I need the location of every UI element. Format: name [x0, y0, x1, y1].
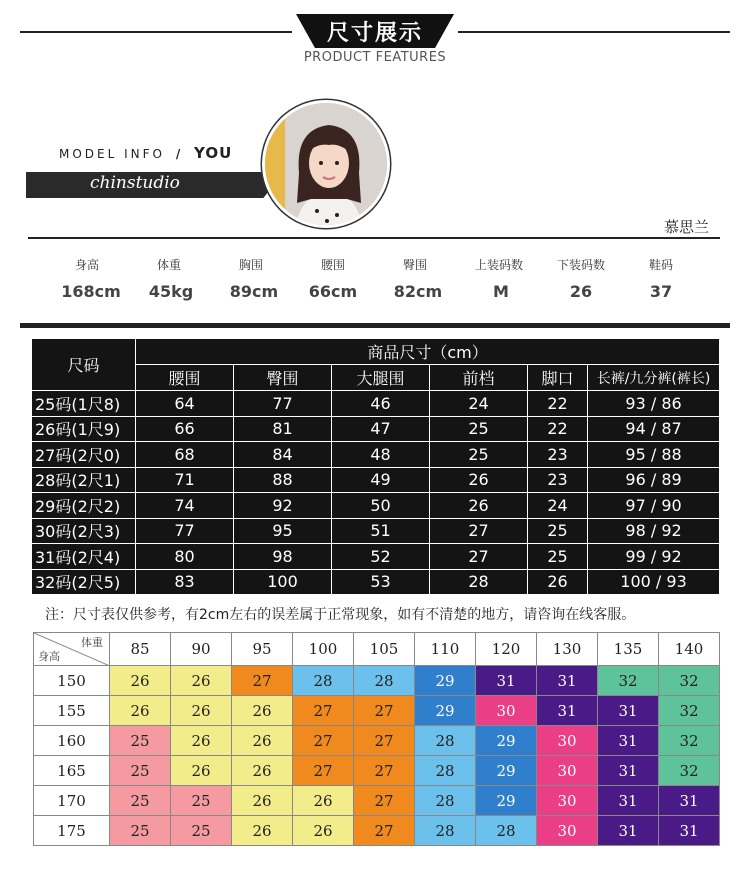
table-cell: 25 [430, 416, 528, 442]
table-cell: 26 [430, 467, 528, 493]
model-photo-icon [265, 103, 390, 228]
grid-corner [34, 633, 110, 666]
table-cell: 22 [528, 416, 588, 442]
table-cell: 81 [234, 416, 332, 442]
measure-value: M [493, 282, 509, 301]
grid-cell: 30 [537, 756, 598, 786]
measure-value: 45kg [148, 282, 194, 301]
table-cell: 98 / 92 [588, 518, 720, 544]
table-row [32, 416, 720, 442]
table-cell: 52 [332, 544, 430, 570]
grid-cell: 31 [598, 756, 659, 786]
grid-cell: 29 [415, 696, 476, 726]
grid-cell: 28 [415, 816, 476, 846]
table-cell: 46 [332, 391, 430, 417]
table-cell: 25 [528, 518, 588, 544]
table-cell: 47 [332, 416, 430, 442]
divider [28, 237, 720, 239]
table-cell: 24 [430, 391, 528, 417]
height-header: 165 [34, 756, 110, 786]
grid-cell: 25 [110, 756, 171, 786]
grid-cell: 26 [171, 756, 232, 786]
measure-label: 鞋码 [648, 258, 673, 272]
table-cell: 49 [332, 467, 430, 493]
grid-cell: 29 [476, 756, 537, 786]
size-recommendation-grid [33, 632, 720, 846]
grid-corner-height: 身高 [38, 650, 60, 663]
table-cell: 64 [136, 391, 234, 417]
height-header: 150 [34, 666, 110, 696]
table-cell: 100 / 93 [588, 569, 720, 595]
grid-cell: 31 [476, 666, 537, 696]
grid-cell: 31 [598, 726, 659, 756]
grid-cell: 30 [476, 696, 537, 726]
size-cell: 30码(2尺3) [32, 518, 136, 544]
table-cell: 23 [528, 467, 588, 493]
grid-cell: 30 [537, 726, 598, 756]
grid-cell: 25 [110, 786, 171, 816]
table-cell: 26 [528, 569, 588, 595]
grid-cell: 32 [598, 666, 659, 696]
measure-value: 66cm [308, 282, 358, 301]
column-header: 臀围 [234, 365, 332, 391]
grid-cell: 27 [293, 726, 354, 756]
table-cell: 28 [430, 569, 528, 595]
column-header: 前档 [430, 365, 528, 391]
measure-label: 下装码数 [556, 258, 605, 272]
table-cell: 83 [136, 569, 234, 595]
table-row [32, 493, 720, 519]
weight-header: 140 [659, 633, 720, 666]
grid-cell: 26 [232, 786, 293, 816]
table-cell: 23 [528, 442, 588, 468]
table-cell: 48 [332, 442, 430, 468]
weight-header: 85 [110, 633, 171, 666]
size-table-grid [31, 338, 720, 595]
table-cell: 97 / 90 [588, 493, 720, 519]
weight-header: 135 [598, 633, 659, 666]
grid-cell: 25 [110, 816, 171, 846]
table-cell: 51 [332, 518, 430, 544]
table-cell: 26 [430, 493, 528, 519]
grid-row [34, 726, 720, 756]
table-cell: 88 [234, 467, 332, 493]
grid-cell: 28 [415, 786, 476, 816]
height-header: 170 [34, 786, 110, 816]
table-cell: 94 / 87 [588, 416, 720, 442]
section-divider [20, 323, 730, 328]
measure-label: 上装码数 [474, 258, 523, 272]
grid-row [34, 666, 720, 696]
column-header: 腰围 [136, 365, 234, 391]
column-header: 长裤/九分裤(裤长) [588, 365, 720, 391]
grid-row [34, 696, 720, 726]
size-cell: 28码(2尺1) [32, 467, 136, 493]
measure-value: 89cm [229, 282, 279, 301]
table-cell: 100 [234, 569, 332, 595]
measure-value: 37 [649, 282, 673, 301]
measure-label: 身高 [74, 258, 99, 272]
size-table [31, 338, 719, 595]
table-cell: 93 / 86 [588, 391, 720, 417]
page-title: 尺寸展示 [326, 21, 423, 46]
grid-cell: 26 [232, 696, 293, 726]
grid-cell: 31 [659, 786, 720, 816]
grid-cell: 26 [171, 666, 232, 696]
size-header: 尺码 [32, 339, 136, 391]
grid-cell: 26 [110, 696, 171, 726]
weight-header: 130 [537, 633, 598, 666]
grid-cell: 28 [415, 726, 476, 756]
grid-cell: 27 [293, 756, 354, 786]
size-cell: 26码(1尺9) [32, 416, 136, 442]
model-info-you: YOU [194, 144, 233, 162]
table-cell: 27 [430, 518, 528, 544]
grid-cell: 26 [171, 726, 232, 756]
grid-cell: 29 [415, 666, 476, 696]
grid-cell: 27 [232, 666, 293, 696]
grid-cell: 26 [110, 666, 171, 696]
height-header: 175 [34, 816, 110, 846]
model-info-text: MODEL INFO [59, 147, 165, 161]
measure-label: 体重 [156, 258, 181, 272]
grid-cell: 27 [354, 726, 415, 756]
table-cell: 25 [528, 544, 588, 570]
measure-label: 腰围 [320, 258, 345, 272]
grid-cell: 31 [598, 786, 659, 816]
grid-cell: 31 [598, 696, 659, 726]
grid-cell: 27 [293, 696, 354, 726]
grid-cell: 31 [598, 816, 659, 846]
grid-row [34, 786, 720, 816]
weight-header: 110 [415, 633, 476, 666]
table-cell: 99 / 92 [588, 544, 720, 570]
size-cell: 32码(2尺5) [32, 569, 136, 595]
table-row [32, 467, 720, 493]
grid-cell: 28 [476, 816, 537, 846]
grid-cell: 26 [171, 696, 232, 726]
table-row [32, 544, 720, 570]
grid-corner-weight: 体重 [81, 636, 103, 649]
table-cell: 80 [136, 544, 234, 570]
weight-header: 100 [293, 633, 354, 666]
size-cell: 31码(2尺4) [32, 544, 136, 570]
size-cell: 25码(1尺8) [32, 391, 136, 417]
grid-cell: 30 [537, 816, 598, 846]
height-header: 160 [34, 726, 110, 756]
model-info-slash: / [175, 147, 184, 161]
model-info-label [59, 144, 232, 162]
table-cell: 77 [234, 391, 332, 417]
grid-row [34, 756, 720, 786]
grid-cell: 29 [476, 786, 537, 816]
grid-cell: 26 [232, 726, 293, 756]
grid-cell: 25 [171, 786, 232, 816]
column-header: 脚口 [528, 365, 588, 391]
model-avatar [262, 100, 390, 228]
grid-cell: 25 [110, 726, 171, 756]
grid-cell: 26 [293, 816, 354, 846]
table-cell: 95 / 88 [588, 442, 720, 468]
grid-cell: 28 [415, 756, 476, 786]
grid-cell: 29 [476, 726, 537, 756]
brand-logo: chinstudio [90, 173, 180, 193]
grid-cell: 32 [659, 696, 720, 726]
grid-cell: 32 [659, 726, 720, 756]
grid-cell: 30 [537, 786, 598, 816]
table-cell: 74 [136, 493, 234, 519]
grid-cell: 28 [293, 666, 354, 696]
grid-cell: 27 [354, 786, 415, 816]
grid-cell: 26 [232, 756, 293, 786]
measure-value: 26 [569, 282, 593, 301]
table-cell: 77 [136, 518, 234, 544]
weight-header: 105 [354, 633, 415, 666]
table-cell: 53 [332, 569, 430, 595]
grid-cell: 26 [293, 786, 354, 816]
height-header: 155 [34, 696, 110, 726]
grid-cell: 32 [659, 756, 720, 786]
table-cell: 27 [430, 544, 528, 570]
grid-cell: 32 [659, 666, 720, 696]
measure-label: 胸围 [238, 258, 263, 272]
table-cell: 84 [234, 442, 332, 468]
column-header: 大腿围 [332, 365, 430, 391]
grid-cell: 25 [171, 816, 232, 846]
size-cell: 27码(2尺0) [32, 442, 136, 468]
measure-value: 82cm [393, 282, 443, 301]
grid-cell: 28 [354, 666, 415, 696]
table-cell: 22 [528, 391, 588, 417]
weight-header: 120 [476, 633, 537, 666]
grid-cell: 31 [537, 696, 598, 726]
table-cell: 92 [234, 493, 332, 519]
model-name: 慕思兰 [664, 218, 710, 236]
table-cell: 66 [136, 416, 234, 442]
table-cell: 98 [234, 544, 332, 570]
table-cell: 68 [136, 442, 234, 468]
table-row [32, 569, 720, 595]
size-note: 注：尺寸表仅供参考，有2cm左右的误差属于正常现象，如有不清楚的地方，请咨询在线客服。 [45, 607, 636, 623]
table-cell: 71 [136, 467, 234, 493]
table-cell: 50 [332, 493, 430, 519]
table-cell: 96 / 89 [588, 467, 720, 493]
group-header: 商品尺寸（cm） [136, 339, 720, 365]
weight-header: 95 [232, 633, 293, 666]
table-row [32, 518, 720, 544]
table-cell: 24 [528, 493, 588, 519]
grid-row [34, 816, 720, 846]
header-rule-right [458, 31, 730, 33]
grid-cell: 26 [232, 816, 293, 846]
header-rule-left [20, 31, 292, 33]
table-cell: 25 [430, 442, 528, 468]
measure-value: 168cm [61, 282, 121, 301]
grid-cell: 27 [354, 816, 415, 846]
grid-cell: 31 [537, 666, 598, 696]
size-cell: 29码(2尺2) [32, 493, 136, 519]
page-subtitle: PRODUCT FEATURES [303, 50, 447, 65]
measure-label: 臀围 [402, 258, 427, 272]
table-row [32, 442, 720, 468]
table-cell: 95 [234, 518, 332, 544]
weight-header: 90 [171, 633, 232, 666]
grid-cell: 27 [354, 756, 415, 786]
table-row [32, 391, 720, 417]
grid-cell: 31 [659, 816, 720, 846]
grid-cell: 27 [354, 696, 415, 726]
